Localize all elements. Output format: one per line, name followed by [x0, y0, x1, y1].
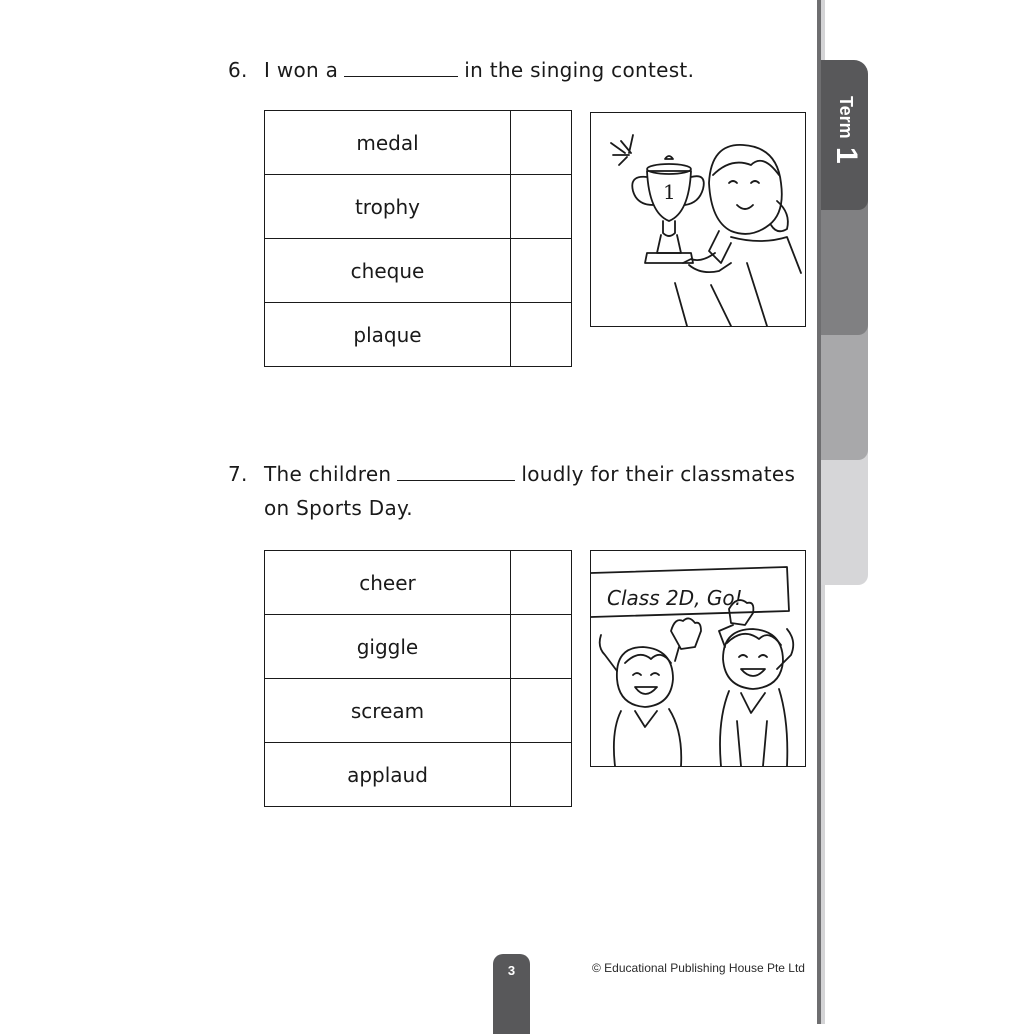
tick-box[interactable]	[511, 551, 572, 615]
question-text-before: The children	[264, 462, 392, 486]
option-row	[265, 111, 572, 175]
arm	[777, 629, 793, 669]
option-row	[265, 679, 572, 743]
hand	[671, 618, 701, 649]
question-text-after: loudly for their classmates	[521, 462, 796, 486]
trophy-number: 1	[663, 180, 676, 204]
answer-blank[interactable]	[397, 479, 515, 481]
section-tab-2[interactable]	[821, 190, 868, 335]
option-word: applaud	[265, 743, 511, 807]
girl-figure	[675, 145, 801, 326]
question-7	[228, 457, 818, 525]
page-number: 3	[507, 963, 516, 978]
options-table-7	[264, 550, 572, 807]
term-word: Term	[836, 96, 856, 139]
tick-box[interactable]	[511, 239, 572, 303]
question-text-line2: on Sports Day.	[264, 496, 413, 520]
tick-box[interactable]	[511, 679, 572, 743]
trophy-icon	[632, 156, 704, 263]
arm	[600, 635, 617, 671]
question-number: 6.	[228, 58, 248, 82]
option-row	[265, 303, 572, 367]
term-number: 1	[830, 147, 863, 164]
option-word: scream	[265, 679, 511, 743]
answer-blank[interactable]	[344, 75, 458, 77]
option-word: cheer	[265, 551, 511, 615]
tick-box[interactable]	[511, 175, 572, 239]
option-row	[265, 615, 572, 679]
question-number: 7.	[228, 462, 248, 486]
option-word: cheque	[265, 239, 511, 303]
page-number-tab	[493, 954, 530, 1034]
tick-box[interactable]	[511, 615, 572, 679]
term-tab-label	[829, 96, 863, 164]
option-row	[265, 175, 572, 239]
option-word: trophy	[265, 175, 511, 239]
child-figure-right	[719, 625, 787, 766]
option-word: medal	[265, 111, 511, 175]
section-tab-4[interactable]	[821, 440, 868, 585]
question-text-after: in the singing contest.	[464, 58, 695, 82]
copyright-notice: © Educational Publishing House Pte Ltd	[592, 961, 805, 975]
option-row	[265, 239, 572, 303]
tick-box[interactable]	[511, 303, 572, 367]
question-text-before: I won a	[264, 58, 339, 82]
banner-text: Class 2D, Go!	[607, 586, 743, 610]
term-tab[interactable]	[821, 60, 868, 210]
cheering-children-illustration	[590, 550, 806, 767]
child-figure-left	[614, 647, 681, 766]
tick-box[interactable]	[511, 111, 572, 175]
question-6	[228, 53, 694, 87]
sparkle-icon	[611, 135, 633, 165]
trophy-girl-illustration	[590, 112, 806, 327]
tick-box[interactable]	[511, 743, 572, 807]
option-row	[265, 551, 572, 615]
option-word: plaque	[265, 303, 511, 367]
option-word: giggle	[265, 615, 511, 679]
option-row	[265, 743, 572, 807]
options-table-6	[264, 110, 572, 367]
section-tab-3[interactable]	[821, 315, 868, 460]
